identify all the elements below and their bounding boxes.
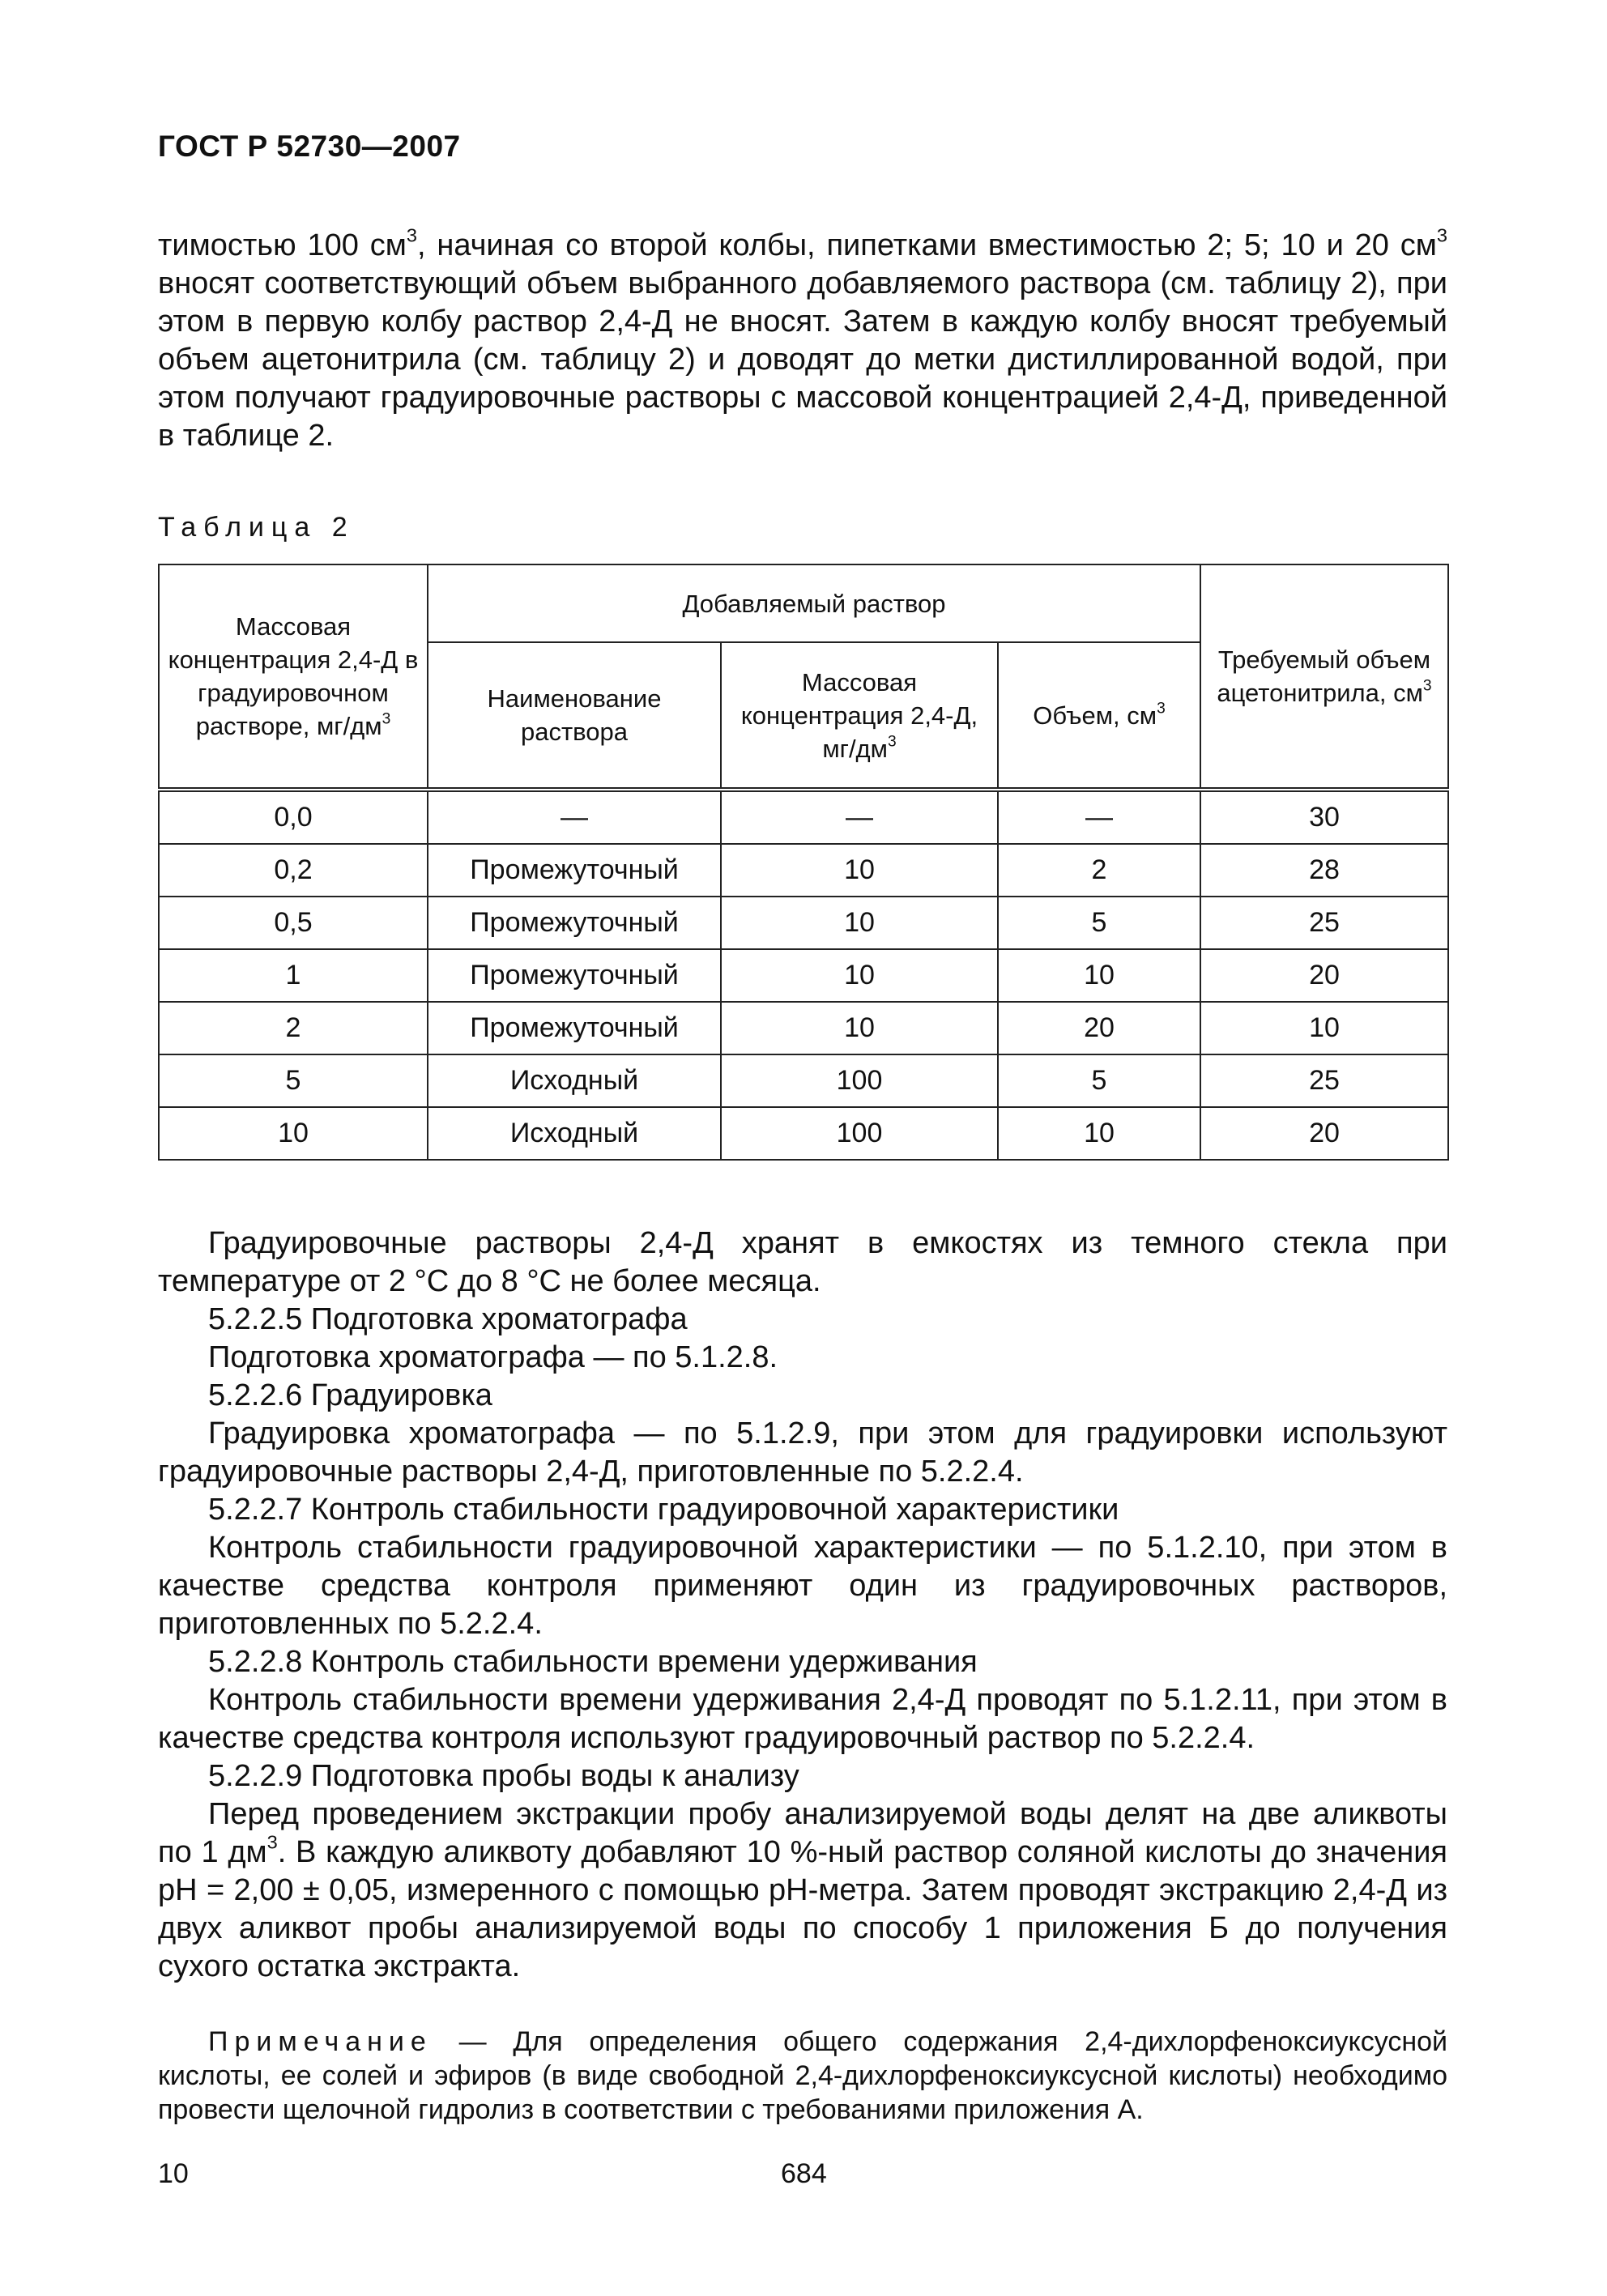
page-number-center: 684: [781, 2158, 827, 2189]
header-mass-concentration: Массовая концентрация 2,4-Д, $мг/дм^3$: [721, 642, 998, 790]
calibration-paragraph: Градуировка хроматографа — по 5.1.2.9, при этом для градуировки используют градуировочные растворы 2,4-Д, приготовленные по 5.2.2.4.: [158, 1416, 1447, 1489]
intro-paragraph: тимостью 100 $см^3$, начиная со второй колбы, пипетками вместимостью 2; 5; 10 и 20 $см^3$ вносят соответствующий объем выбранного добавляемого раствора (см. таблицу 2), при этом в первую колбу раствор 2,4-Д не вносят. Затем в каждую колбу вносят требуемый объем ацетонитрила (см. таблицу 2) и доводят до метки дистиллированной водой, при этом получают градуировочные растворы с массовой концентрацией 2,4-Д, приведенной в таблице 2.: [158, 224, 1447, 453]
table-row: 0,0 — — — 30: [159, 790, 1448, 844]
prep-paragraph: Подготовка хроматографа — по 5.1.2.8.: [208, 1340, 778, 1374]
header-volume: Объем, $см^3$: [998, 642, 1200, 790]
page-number-left: 10: [158, 2158, 189, 2189]
storage-paragraph: Градуировочные растворы 2,4-Д хранят в емкостях из темного стекла при температуре от 2 °С до 8 °С не более месяца.: [158, 1226, 1447, 1298]
sample-prep-paragraph: Перед проведением экстракции пробу анализируемой воды делят на две аликвоты по 1 $дм^3$. В каждую аликвоту добавляют 10 %-ный раствор соляной кислоты до значения pH = 2,00 ± 0,05, измеренного с помощью pH-метра. Затем проводят экстракцию 2,4-Д из двух аликвот пробы анализируемой воды по способу 1 приложения Б до получения сухого остатка экстракта.: [158, 1797, 1447, 1983]
table-caption: Таблица 2: [158, 512, 355, 543]
retention-paragraph: Контроль стабильности времени удерживания 2,4-Д проводят по 5.1.2.11, при этом в качестве средства контроля используют градуировочный раствор по 5.2.2.4.: [158, 1683, 1447, 1755]
body-text: [158, 1225, 1447, 1986]
header-solution-name: Наименование раствора: [428, 642, 721, 790]
section-5-2-2-5: 5.2.2.5 Подготовка хроматографа: [208, 1302, 688, 1336]
section-5-2-2-6: 5.2.2.6 Градуировка: [208, 1378, 492, 1412]
section-5-2-2-9: 5.2.2.9 Подготовка пробы воды к анализу: [208, 1759, 799, 1793]
table-row: 1 Промежуточный 10 10 20: [159, 949, 1448, 1002]
note-paragraph: Примечание — Для определения общего содержания 2,4-дихлорфеноксиуксусной кислоты, ее солей и эфиров (в виде свободной 2,4-дихлорфеноксиуксусной кислоты) необходимо провести щелочной гидролиз в соответствии с требованиями приложения А.: [158, 2026, 1447, 2125]
header-added-solution: Добавляемый раствор: [428, 564, 1200, 642]
table-row: 2 Промежуточный 10 20 10: [159, 1002, 1448, 1054]
header-acetonitrile: Требуемый объем ацетонитрила, $см^3$: [1200, 564, 1448, 790]
note-label: Примечание: [208, 2026, 433, 2057]
header-concentration: Массовая концентрация 2,4-Д в градуировочном растворе, $мг/дм^3$: [159, 564, 428, 790]
section-5-2-2-7: 5.2.2.7 Контроль стабильности градуировочной характеристики: [208, 1493, 1119, 1527]
calibration-table: [158, 564, 1449, 1161]
table-row: 10 Исходный 100 10 20: [159, 1107, 1448, 1160]
stability-paragraph: Контроль стабильности градуировочной характеристики — по 5.1.2.10, при этом в качестве средства контроля применяют один из градуировочных растворов, приготовленных по 5.2.2.4.: [158, 1531, 1447, 1641]
section-5-2-2-8: 5.2.2.8 Контроль стабильности времени удерживания: [208, 1645, 978, 1679]
table-row: 0,5 Промежуточный 10 5 25: [159, 897, 1448, 949]
table-row: 5 Исходный 100 5 25: [159, 1054, 1448, 1107]
table-row: 0,2 Промежуточный 10 2 28: [159, 844, 1448, 897]
document-header: ГОСТ Р 52730—2007: [158, 130, 461, 163]
